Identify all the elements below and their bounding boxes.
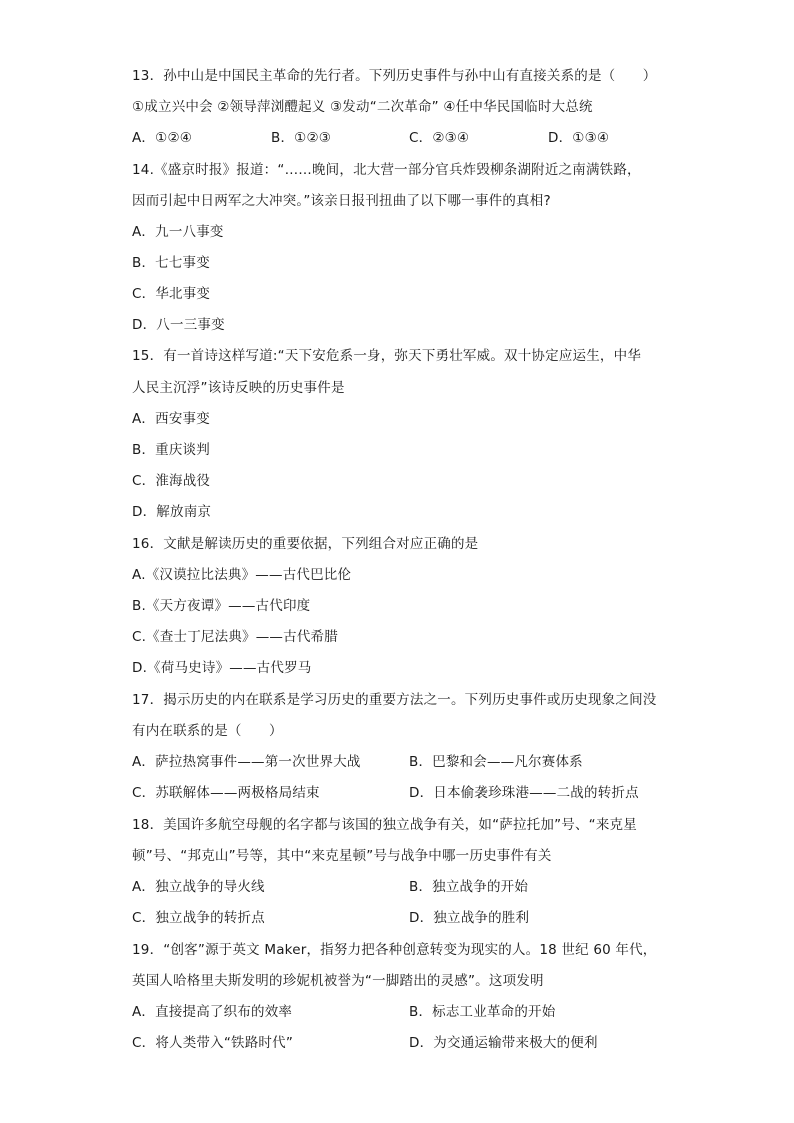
- q17-option-c: C．苏联解体——两极格局结束: [132, 785, 320, 801]
- q19-option-c: C．将人类带入“铁路时代”: [132, 1035, 294, 1051]
- q19-option-a: A．直接提高了织布的效率: [132, 1004, 293, 1020]
- q13-stem-line1: 13．孙中山是中国民主革命的先行者。下列历史事件与孙中山有直接关系的是（ ）: [132, 68, 657, 84]
- q15-stem-line1: 15．有一首诗这样写道:“天下安危系一身，弥天下勇壮军威。双十协定应运生，中华: [132, 348, 642, 364]
- q16-option-a: A.《汉谟拉比法典》——古代巴比伦: [132, 567, 352, 583]
- q18-option-c: C．独立战争的转折点: [132, 910, 265, 926]
- q13-option-a: A．①②④: [132, 130, 193, 146]
- q16-option-c: C.《查士丁尼法典》——古代希腊: [132, 629, 338, 645]
- q19-stem-line1: 19．“创客”源于英文 Maker，指努力把各种创意转变为现实的人。18 世纪 60 年代，: [132, 942, 657, 958]
- q18-stem-line1: 18．美国许多航空母舰的名字都与该国的独立战争有关，如“萨拉托加”号、“来克星: [132, 817, 637, 833]
- q19-stem-line2: 英国人哈格里夫斯发明的珍妮机被誉为“一脚踏出的灵感”。这项发明: [132, 973, 544, 989]
- q14-option-a: A．九一八事变: [132, 224, 224, 240]
- q15-option-d: D．解放南京: [132, 504, 212, 520]
- q14-option-d: D．八一三事变: [132, 317, 225, 333]
- q17-option-d: D．日本偷袭珍珠港——二战的转折点: [409, 785, 639, 801]
- q13-option-d: D．①③④: [548, 130, 610, 146]
- q16-option-b: B.《天方夜谭》——古代印度: [132, 598, 311, 614]
- q13-statements: ①成立兴中会 ②领导萍浏醴起义 ③发动“二次革命” ④任中华民国临时大总统: [132, 99, 593, 115]
- q17-option-a: A．萨拉热窝事件——第一次世界大战: [132, 754, 361, 770]
- q19-option-d: D．为交通运输带来极大的便利: [409, 1035, 598, 1051]
- q15-option-a: A．西安事变: [132, 411, 210, 427]
- q14-stem-line1: 14.《盛京时报》报道：“……晚间，北大营一部分官兵炸毁柳条湖附近之南满铁路，: [132, 162, 641, 178]
- q14-stem-line2: 因而引起中日两军之大冲突。”该亲日报刊扭曲了以下哪一事件的真相?: [132, 193, 551, 209]
- q15-stem-line2: 人民主沉浮”该诗反映的历史事件是: [132, 380, 345, 396]
- q13-option-b: B．①②③: [271, 130, 332, 146]
- q18-stem-line2: 顿”号、“邦克山”号等，其中“来克星顿”号与战争中哪一历史事件有关: [132, 848, 552, 864]
- q17-option-b: B．巴黎和会——凡尔赛体系: [409, 754, 583, 770]
- q17-stem-line1: 17．揭示历史的内在联系是学习历史的重要方法之一。下列历史事件或历史现象之间没: [132, 692, 657, 708]
- q13-option-c: C．②③④: [409, 130, 470, 146]
- q18-option-a: A．独立战争的导火线: [132, 879, 265, 895]
- q14-option-b: B．七七事变: [132, 255, 210, 271]
- q18-option-b: B．独立战争的开始: [409, 879, 529, 895]
- q14-option-c: C．华北事变: [132, 286, 211, 302]
- q18-option-d: D．独立战争的胜利: [409, 910, 530, 926]
- q15-option-b: B．重庆谈判: [132, 442, 210, 458]
- q17-stem-line2: 有内在联系的是（ ）: [132, 723, 283, 739]
- q16-stem-line1: 16．文献是解读历史的重要依据，下列组合对应正确的是: [132, 536, 479, 552]
- q15-option-c: C．淮海战役: [132, 473, 211, 489]
- q16-option-d: D.《荷马史诗》——古代罗马: [132, 660, 312, 676]
- q19-option-b: B．标志工业革命的开始: [409, 1004, 556, 1020]
